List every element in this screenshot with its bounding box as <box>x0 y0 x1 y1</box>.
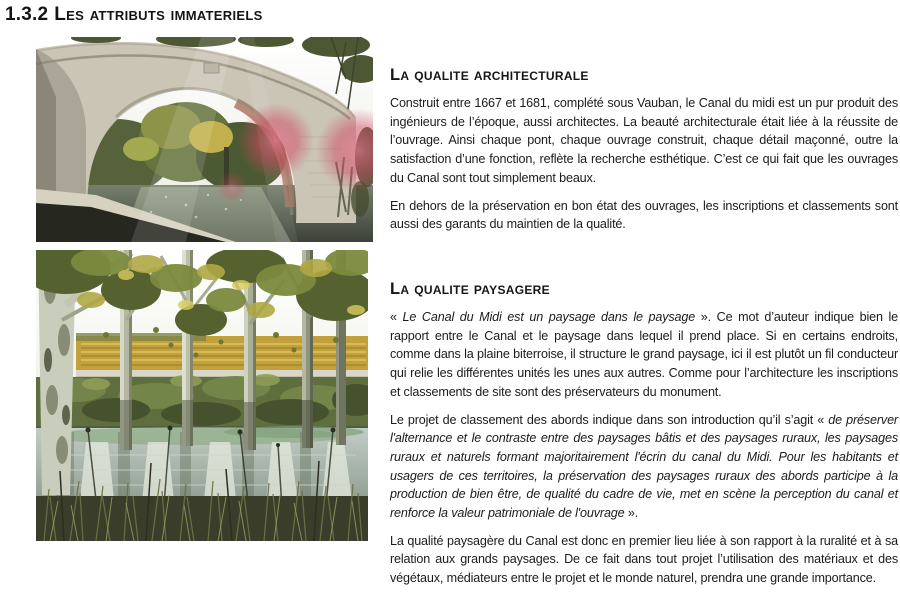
text-segment: En dehors de la préservation en bon état des ouvrages, les inscriptions et classements sont aussi des garants du maintien de la qualité. <box>390 198 898 232</box>
canal-plane-trees-photo-illustration <box>36 250 368 541</box>
canal-plane-trees-photo <box>36 250 368 541</box>
canal-bridge-photo <box>36 37 373 242</box>
text-segment: La qualité paysagère du Canal est donc en premier lieu liée à son rapport à la ruralité et à sa relation aux grands paysages. De ce fait dans tout projet l’utilisation des matériaux et des végétaux, médiateurs entre le projet et le monde naturel, prendra une grande importance. <box>390 533 898 586</box>
text-segment: ». <box>624 506 639 521</box>
text-segment: Le projet de classement des abords indique dans son introduction qu’il s’agit « <box>390 412 829 427</box>
canal-bridge-photo-illustration <box>36 37 373 242</box>
section-heading-paysagere: La qualite paysagere <box>390 280 550 298</box>
text-segment: ». Ce mot d’auteur indique bien le rapport entre le Canal et le paysage dans lequel il prend place. Si en certains endroits, comme dans la plaine biterroise, il structure le grand paysage, ici il est plutôt un fil conducteur qui relie les différentes unités les unes aux autres. Comme pour l’architecture les inscriptions et classements de site sont des préservateurs du monument. <box>390 310 899 399</box>
page-title-number: 1.3.2 <box>5 4 49 25</box>
text-segment: Le Canal du Midi est un paysage dans le paysage <box>402 310 696 324</box>
page-title-text: Les attributs immateriels <box>54 4 263 25</box>
paragraph-paysagere-1 <box>390 308 898 402</box>
text-segment: de préserver l'alternance et le contraste entre des paysages bâtis et des paysages ruraux, les paysages ruraux et naturels formant majoritairement l'écrin du canal du Midi. Pour les habitants et usagers de ces territoires, la préservation des paysages ruraux des abords participe à la production de bien être, de qualité du cadre de vie, met en scène la perception du canal et renforce la valeur patrimoniale de l'ouvrage <box>390 412 898 521</box>
section-qualite-architecturale <box>390 66 898 243</box>
paragraph-architecturale-1 <box>390 94 898 188</box>
section-heading-architecturale: La qualite architecturale <box>390 66 589 84</box>
paragraph-architecturale-2 <box>390 197 898 234</box>
section-qualite-paysagere <box>390 280 898 597</box>
paragraph-paysagere-2 <box>390 411 898 523</box>
text-segment: « <box>390 310 403 324</box>
paragraph-paysagere-3 <box>390 532 898 588</box>
text-segment: Construit entre 1667 et 1681, complété sous Vauban, le Canal du midi est un pur produit des ingénieurs de l’époque, aussi architectes. La beauté architecturale était liée à la réussite de l’ouvrage. Ainsi chaque pont, chaque ouvrage construit, chaque détail maçonné, outre la satisfaction d’une fonction, reflète la recherche esthétique. C’est ce qui fait que les ouvrages du Canal sont tout simplement beaux. <box>390 96 898 185</box>
page-title <box>5 4 263 26</box>
